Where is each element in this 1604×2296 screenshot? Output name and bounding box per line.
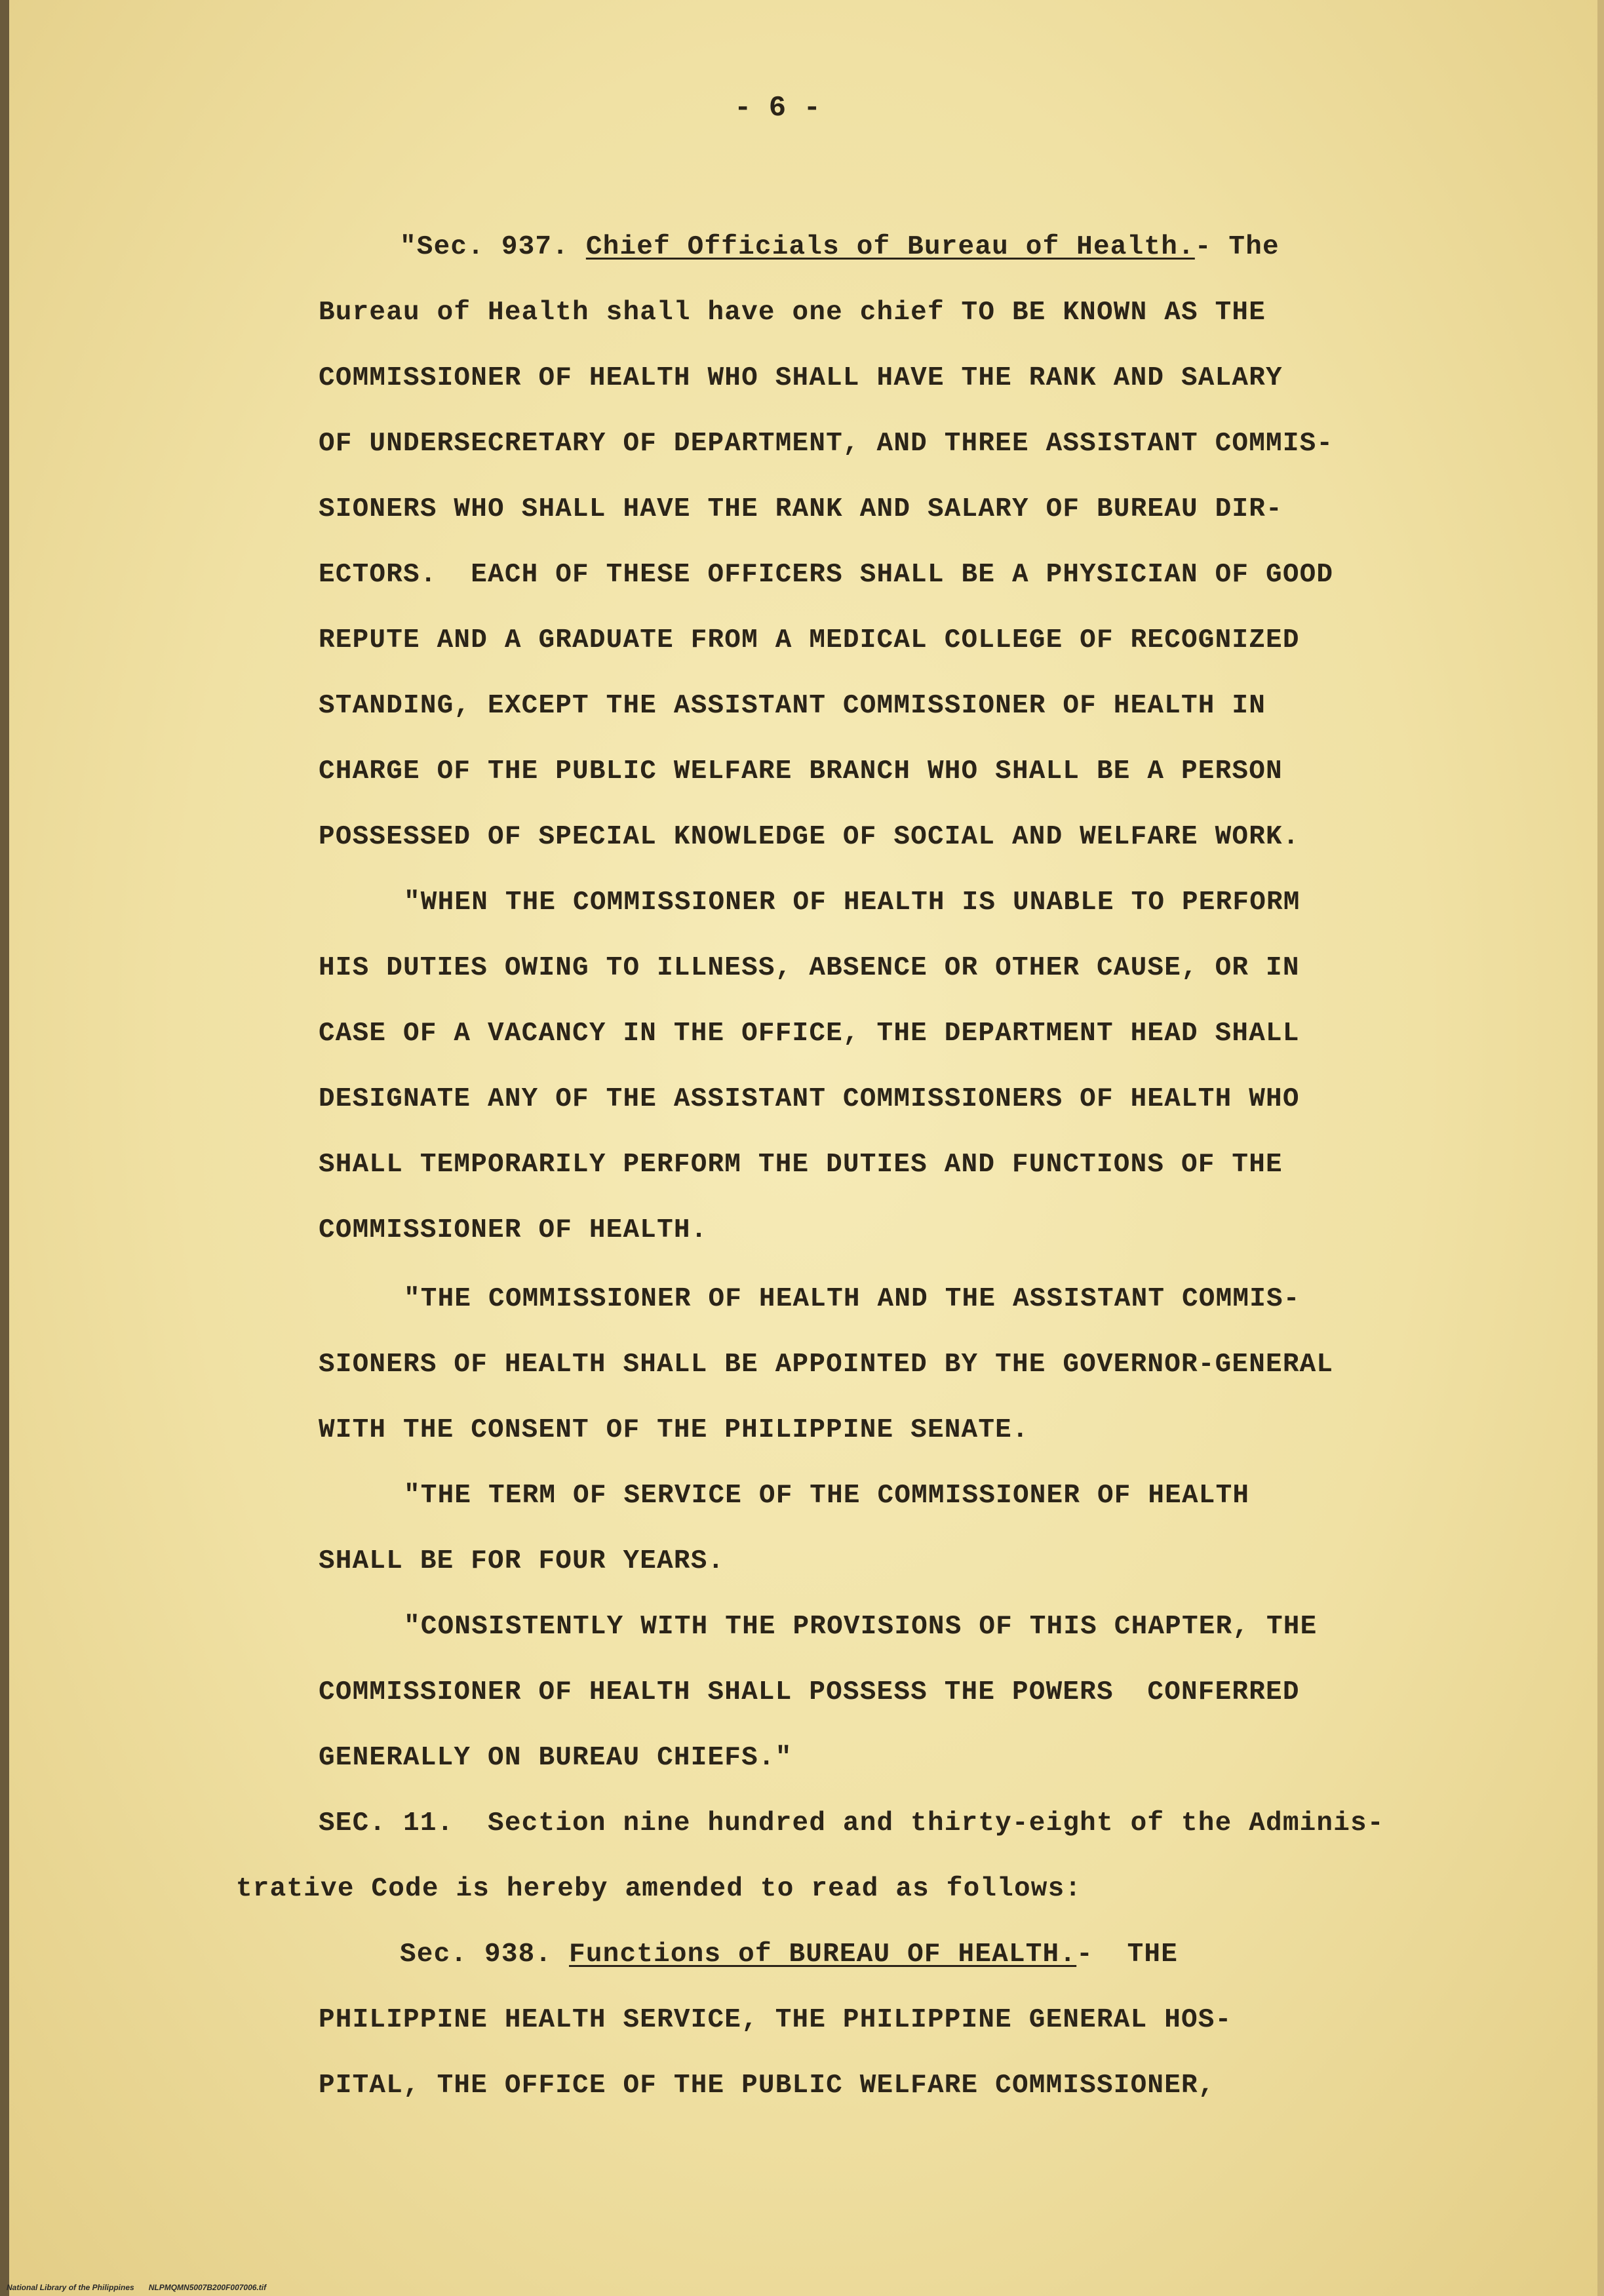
sec11-line-2: trative Code is hereby amended to read as follows: [236,1874,1082,1904]
body-line: GENERALLY ON BUREAU CHIEFS." [319,1743,792,1773]
body-line: PITAL, THE OFFICE OF THE PUBLIC WELFARE COMMISSIONER, [319,2071,1215,2101]
scan-right-edge [1597,0,1604,2296]
body-line: "THE TERM OF SERVICE OF THE COMMISSIONER OF HEALTH [404,1481,1250,1511]
body-line: ECTORS. EACH OF THESE OFFICERS SHALL BE A PHYSICIAN OF GOOD [319,560,1334,590]
body-line: HIS DUTIES OWING TO ILLNESS, ABSENCE OR OTHER CAUSE, OR IN [319,953,1300,983]
body-line: POSSESSED OF SPECIAL KNOWLEDGE OF SOCIAL AND WELFARE WORK. [319,822,1300,852]
body-line: STANDING, EXCEPT THE ASSISTANT COMMISSIONER OF HEALTH IN [319,691,1266,721]
sec938-suffix: - THE [1076,1939,1178,1970]
body-line: Bureau of Health shall have one chief TO BE KNOWN AS THE [319,298,1266,328]
sec937-heading: Chief Officials of Bureau of Health. [585,232,1195,262]
sec938-heading: Functions of BUREAU OF HEALTH. [569,1939,1077,1970]
body-line: COMMISSIONER OF HEALTH SHALL POSSESS THE POWERS CONFERRED [319,1677,1300,1707]
file-id: NLPMQMN5007B200F007006.tif [148,2283,267,2292]
sec938-heading-line [400,1938,1178,1971]
body-line: DESIGNATE ANY OF THE ASSISTANT COMMISSIONERS OF HEALTH WHO [319,1084,1300,1114]
body-line: SHALL TEMPORARILY PERFORM THE DUTIES AND FUNCTIONS OF THE [319,1150,1283,1180]
body-line: PHILIPPINE HEALTH SERVICE, THE PHILIPPINE GENERAL HOS- [319,2005,1232,2035]
sec11-line-1: SEC. 11. Section nine hundred and thirty-eight of the Adminis- [319,1808,1384,1839]
sec937-suffix: - The [1194,232,1280,262]
body-line: COMMISSIONER OF HEALTH WHO SHALL HAVE THE RANK AND SALARY [319,363,1283,393]
sec937-prefix: "Sec. 937. [400,232,586,262]
sec938-prefix: Sec. 938. [400,1939,570,1970]
body-line: SIONERS OF HEALTH SHALL BE APPOINTED BY THE GOVERNOR-GENERAL [319,1350,1334,1380]
body-line: SHALL BE FOR FOUR YEARS. [319,1546,725,1576]
scan-left-edge [0,0,9,2296]
body-line: SIONERS WHO SHALL HAVE THE RANK AND SALARY OF BUREAU DIR- [319,494,1283,524]
scan-footer [7,2283,266,2292]
body-line: COMMISSIONER OF HEALTH. [319,1215,708,1245]
body-line: WITH THE CONSENT OF THE PHILIPPINE SENATE. [319,1415,1029,1445]
body-line: CASE OF A VACANCY IN THE OFFICE, THE DEPARTMENT HEAD SHALL [319,1019,1300,1049]
library-credit: National Library of the Philippines [7,2283,134,2292]
body-line: "THE COMMISSIONER OF HEALTH AND THE ASSISTANT COMMIS- [404,1284,1301,1314]
page-number: - 6 - [734,92,821,125]
body-line: "CONSISTENTLY WITH THE PROVISIONS OF THIS CHAPTER, THE [404,1612,1318,1642]
body-line: CHARGE OF THE PUBLIC WELFARE BRANCH WHO SHALL BE A PERSON [319,756,1283,787]
body-line: REPUTE AND A GRADUATE FROM A MEDICAL COLLEGE OF RECOGNIZED [319,625,1300,655]
sec937-heading-line [400,231,1280,263]
body-line: "WHEN THE COMMISSIONER OF HEALTH IS UNABLE TO PERFORM [404,887,1301,918]
body-line: OF UNDERSECRETARY OF DEPARTMENT, AND THREE ASSISTANT COMMIS- [319,429,1334,459]
